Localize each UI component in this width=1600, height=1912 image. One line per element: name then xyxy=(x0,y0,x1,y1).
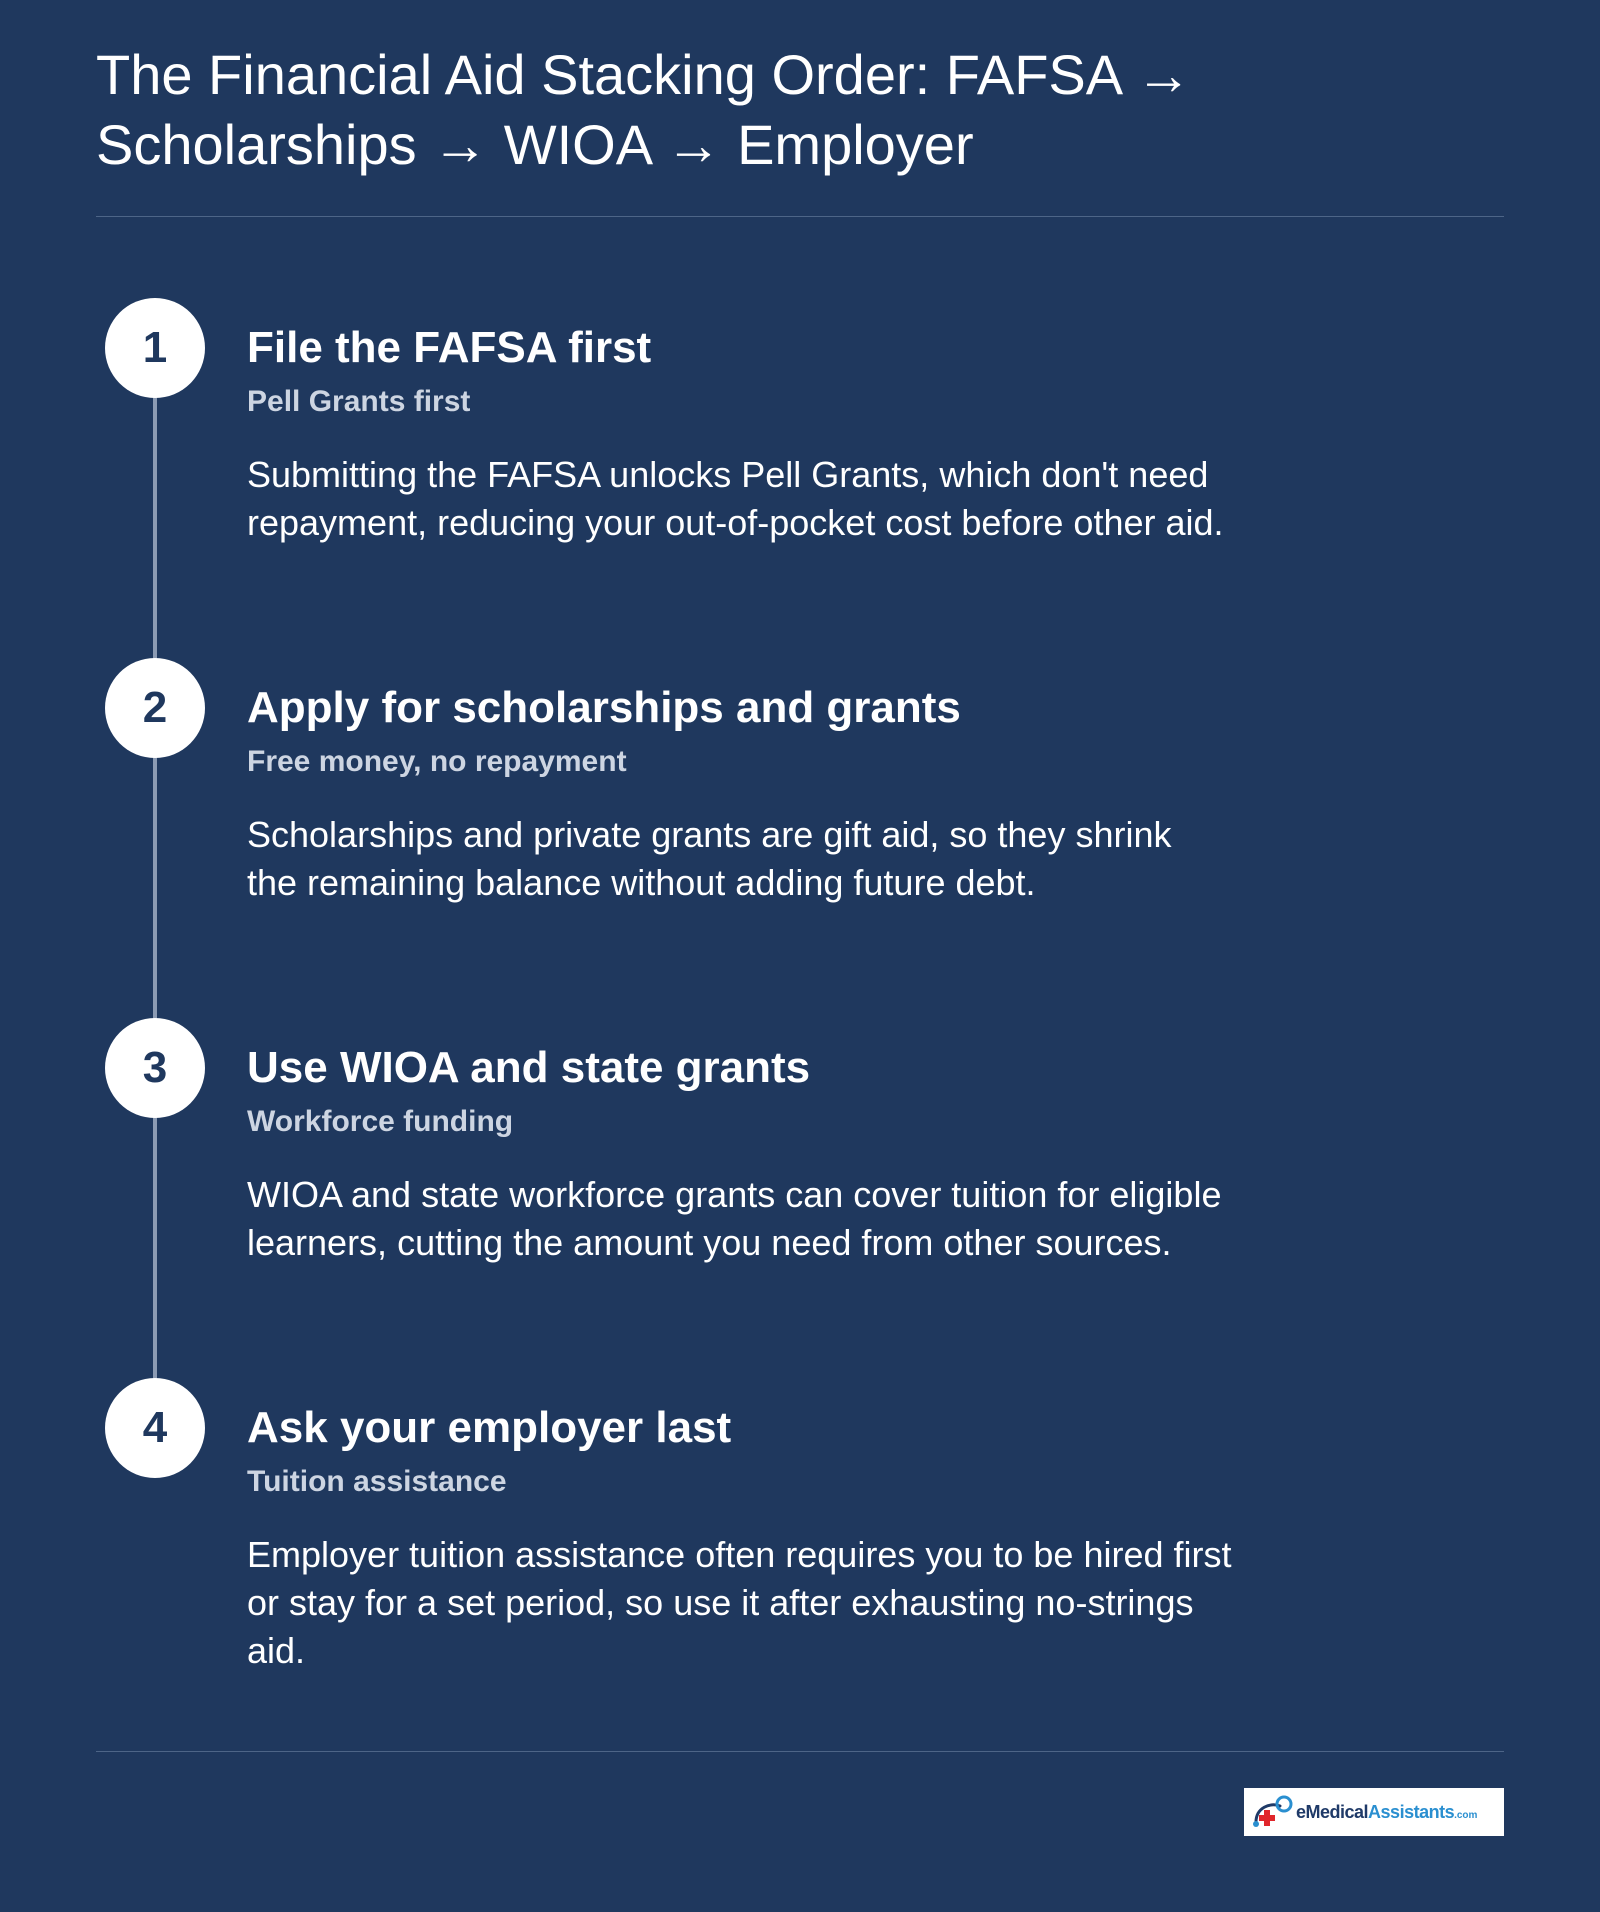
step-heading: Use WIOA and state grants xyxy=(247,1043,811,1092)
step-subtitle: Free money, no repayment xyxy=(247,745,627,778)
top-divider xyxy=(96,216,1504,217)
step-subtitle: Pell Grants first xyxy=(247,385,471,418)
logo-wordmark: eMedicalAssistants.com xyxy=(1296,1801,1478,1822)
step-heading: File the FAFSA first xyxy=(247,323,652,372)
step-heading: Apply for scholarships and grants xyxy=(247,683,961,732)
timeline-connector xyxy=(153,348,157,1379)
page-title: The Financial Aid Stacking Order: FAFSA → Scholarships → WIOA → Employer xyxy=(96,43,1192,176)
step-subtitle: Tuition assistance xyxy=(247,1465,507,1498)
bottom-divider xyxy=(96,1751,1504,1752)
step-number-badge: 4 xyxy=(105,1378,205,1478)
brand-logo xyxy=(1244,1788,1504,1836)
step-number-badge: 3 xyxy=(105,1018,205,1118)
step-heading: Ask your employer last xyxy=(247,1403,732,1452)
step-description: Submitting the FAFSA unlocks Pell Grants, which don't need repayment, reducing your out-of-pocket cost before other aid. xyxy=(247,454,1224,543)
step-description: Scholarships and private grants are gift aid, so they shrink the remaining balance without adding future debt. xyxy=(247,814,1172,903)
step-description: Employer tuition assistance often requires you to be hired first or stay for a set period, so use it after exhausting no-strings aid. xyxy=(247,1534,1232,1671)
step-subtitle: Workforce funding xyxy=(247,1105,514,1138)
step-number-badge: 2 xyxy=(105,658,205,758)
step-number-badge: 1 xyxy=(105,298,205,398)
step-description: WIOA and state workforce grants can cover tuition for eligible learners, cutting the amount you need from other sources. xyxy=(247,1174,1222,1263)
medical-cross-icon xyxy=(1250,1792,1294,1832)
